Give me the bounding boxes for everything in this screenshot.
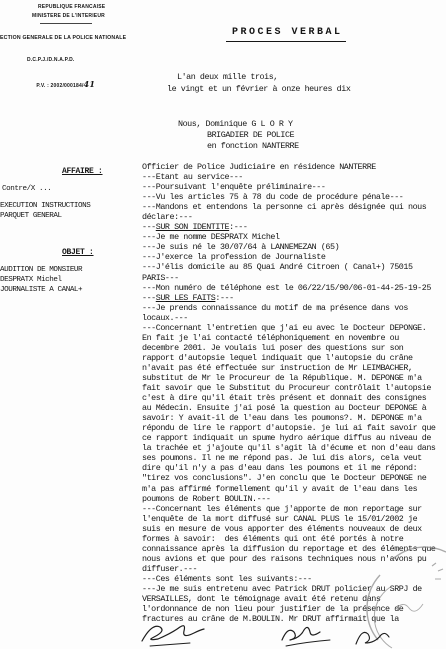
body-line: ---Mandons et entendons la personne ci après désignée qui nous — [142, 202, 427, 213]
date-line-1: L'an deux mille trois, — [177, 72, 278, 82]
body-line: ---J'élis domicile au 85 Quai André Citroen ( Canal+) 75015 — [142, 262, 413, 273]
body-line: formes à savoir: des éléments qui ont été portés à notre — [142, 533, 404, 544]
body-line: fait savoir que le Substitut du Procureur contrôlait l'autopsie — [142, 383, 431, 394]
objet-line: DESPRATX Michel — [0, 276, 62, 284]
body-line: suis en mesure de vous apporter des éléments nouveaux de deux — [142, 523, 422, 534]
body-line: locaux.--- — [142, 312, 188, 323]
body-line: ---Je suis né le 30/07/64 à LANNEMEZAN (65) — [142, 242, 340, 253]
document-title: PROCES VERBAL — [232, 27, 343, 38]
heading-suffix: :--- — [229, 222, 248, 233]
body-line: ---Mon numéro de téléphone est le 06/22/15/90/06-01-44-25-19-25 — [142, 282, 431, 293]
body-line: "tirez vos conclusions". J'en conclu que le Docteur DEPONGE ne — [142, 473, 427, 484]
body-line: ce rapport indiquait un spume hydro aérique diffus au niveau de — [142, 433, 431, 444]
body-line: ---Concernant les éléments que j'apporte de mon reportage sur — [142, 503, 422, 514]
body-line: En fait je l'ai contacté téléphoniquement en novembre ou — [142, 332, 399, 343]
body-line: dire qu'il n'y a pas d'eau dans les poumons et il me répond: — [142, 463, 418, 474]
officer-rank: BRIGADIER DE POLICE — [207, 130, 295, 140]
objet-line: JOURNALISTE A CANAL+ — [0, 286, 83, 294]
officer-post: en fonction NANTERRE — [207, 141, 299, 151]
heading-suffix: :--- — [215, 292, 234, 303]
body-line: l'enquête de la mort diffusé sur CANAL PLUS le 15/01/2002 je — [142, 513, 418, 524]
body-line: ---Vu les articles 75 à 78 du code de procédure pénale--- — [142, 192, 404, 203]
body-line: ---Je prends connaissance du motif de ma présence dans vos — [142, 302, 408, 313]
body-line: m'a pas affirmé formellement qu'il y avait de l'eau dans les — [142, 483, 418, 494]
body-line: connaissance après la diffusion du reportage et des éléments que — [142, 543, 436, 554]
body-line: n'avait pas été effectuée sur instruction de Mr LEIMBACHER, — [142, 362, 413, 373]
body-line: diffuser.--- — [142, 563, 198, 574]
heading-prefix: --- — [142, 292, 156, 303]
body-line: fractures au crâne de M.BOULIN. Mr DRUT affirmait que la — [142, 614, 399, 625]
body-line: Officier de Police Judiciaire en résidence NANTERRE — [142, 162, 376, 172]
body-line: VERSAILLES, dont le témoignage avait été retenu dans — [142, 594, 381, 605]
body-line: l'ordonnance de non lieu pour justifier de la présence de — [142, 604, 404, 615]
body-line: ---Etant au service--- — [142, 172, 243, 183]
body-line: ---Je me nomme DESPRATX Michel — [142, 232, 280, 243]
body-line: nous avions et que pour des raisons techniques nous n'avons pu — [142, 553, 427, 564]
body-line: ---Poursuivant l'enquête préliminaire--- — [142, 182, 326, 193]
body-line: répondu de lire le rapport d'autopsie. je lui ai fait savoir que — [142, 423, 436, 434]
body-line: rapport d'autopsie lequel indiquait que l'autopsie du crâne — [142, 352, 413, 363]
body-line: savoir: Y avait-il de l'eau dans les poumons?. M. DEPONGE m'a — [142, 413, 422, 424]
body-line: decembre 2001. Je voulais lui poser des questions sur son — [142, 342, 404, 353]
body-line: poumons de Robert BOULIN.--- — [142, 493, 271, 504]
pv-number-prefix: P.V. : 2002/000184/ — [36, 83, 84, 89]
affaire-line: Contre/X ... — [2, 185, 52, 193]
body-line: ---J'exerce la profession de Journaliste — [142, 252, 326, 263]
header-direction: ECTION GENERALE DE LA POLICE NATIONALE — [0, 35, 127, 41]
body-line: ---Concernant l'entretien que j'ai eu avec le Docteur DEPONGE. — [142, 322, 427, 333]
facts-heading-label: SUR LES FAITS — [155, 292, 216, 303]
officer-name: Nous, Dominique G L O R Y — [178, 119, 293, 129]
body-line: ---Je me suis entretenu avec Patrick DRUT policier au SRPJ de — [142, 583, 422, 594]
body-line: ---Ces éléments sont les suivants:--- — [142, 573, 312, 584]
body-line: substitut de Mr le Procureur de la République. M. DEPONGE m'a — [142, 372, 422, 383]
body-line: PARIS--- — [142, 272, 179, 283]
body-line: la trachée et j'ajoute qu'il s'agit là d'écume et non d'eau dans — [142, 443, 436, 454]
affaire-label: AFFAIRE : — [62, 167, 103, 176]
affaire-line: EXECUTION INSTRUCTIONS — [0, 202, 91, 210]
signature-officer — [282, 627, 330, 646]
body-line: ses poumons. Il ne me répond pas. Je lui dis alors, cela veut — [142, 453, 422, 464]
body-line: au Médecin. Ensuite j'ai posé la question au Docteur DEPONGE à — [142, 403, 427, 414]
objet-line: AUDITION DE MONSIEUR — [0, 266, 83, 274]
header-service: D.C.P.J./D.N.A.P.D. — [27, 57, 75, 63]
body-line: c'est à dire qu'il était très présent et donnait des consignes — [142, 393, 427, 404]
header-ministry: MINISTERE DE L'INTERIEUR — [32, 13, 105, 19]
pv-number-handwritten: 41 — [83, 79, 96, 89]
body-line: déclare:--- — [142, 212, 193, 223]
header-republic: REPUBLIQUE FRANCAISE — [38, 4, 106, 10]
affaire-line: PARQUET GENERAL — [0, 212, 62, 220]
heading-prefix: --- — [142, 222, 156, 233]
objet-label: OBJET : — [62, 248, 94, 257]
official-stamp — [367, 547, 446, 648]
signature-witness — [142, 626, 204, 646]
identity-heading-label: SUR SON IDENTITE — [155, 222, 230, 233]
date-line-2: le vingt et un février à onze heures dix — [167, 84, 351, 94]
